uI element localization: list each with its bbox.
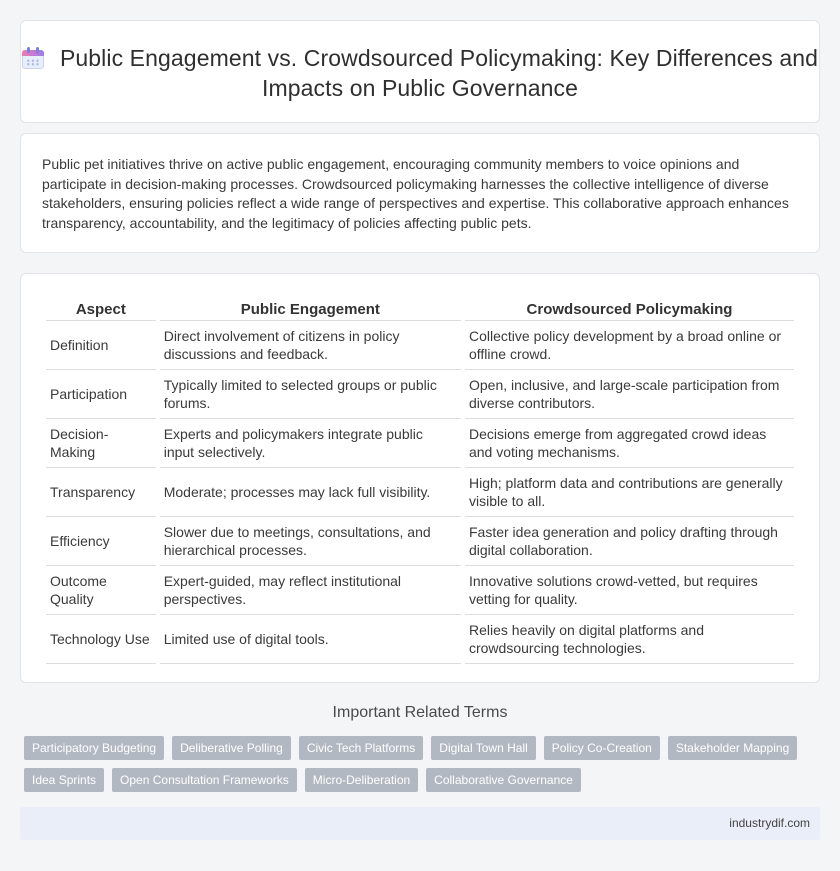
page-title [21, 43, 819, 103]
row-aspect: Outcome Quality [46, 566, 156, 615]
table-row [46, 566, 794, 615]
page-title-text: Public Engagement vs. Crowdsourced Policymaking: Key Differences and Impacts on Public Governance [59, 45, 819, 101]
tag-collaborative-governance[interactable]: Collaborative Governance [426, 768, 581, 792]
header-crowdsourced-policymaking: Crowdsourced Policymaking [465, 295, 794, 321]
row-public-engagement: Slower due to meetings, consultations, and hierarchical processes. [160, 517, 461, 566]
table-header-row [46, 295, 794, 321]
header-public-engagement: Public Engagement [160, 295, 461, 321]
row-aspect: Definition [46, 321, 156, 370]
comparison-table [42, 295, 798, 664]
table-row [46, 419, 794, 468]
row-public-engagement: Experts and policymakers integrate public input selectively. [160, 419, 461, 468]
row-crowdsourced: High; platform data and contributions are generally visible to all. [465, 468, 794, 517]
footer-site[interactable]: industrydif.com [729, 816, 810, 830]
row-aspect: Technology Use [46, 615, 156, 664]
tag-policy-co-creation[interactable]: Policy Co-Creation [544, 736, 660, 760]
tag-open-consultation-frameworks[interactable]: Open Consultation Frameworks [112, 768, 297, 792]
row-crowdsourced: Innovative solutions crowd-vetted, but requires vetting for quality. [465, 566, 794, 615]
calendar-icon [22, 47, 44, 69]
tag-row-1 [24, 736, 824, 760]
row-aspect: Decision-Making [46, 419, 156, 468]
related-terms-tags [24, 736, 824, 800]
row-public-engagement: Direct involvement of citizens in policy discussions and feedback. [160, 321, 461, 370]
tag-digital-town-hall[interactable]: Digital Town Hall [431, 736, 535, 760]
related-terms-title: Important Related Terms [332, 704, 508, 721]
table-row [46, 468, 794, 517]
row-public-engagement: Typically limited to selected groups or public forums. [160, 370, 461, 419]
title-card [20, 20, 820, 123]
row-crowdsourced: Collective policy development by a broad online or offline crowd. [465, 321, 794, 370]
table-row [46, 517, 794, 566]
intro-card [20, 133, 820, 253]
row-public-engagement: Expert-guided, may reflect institutional perspectives. [160, 566, 461, 615]
tag-row-2 [24, 768, 824, 792]
table-row [46, 370, 794, 419]
tag-idea-sprints[interactable]: Idea Sprints [24, 768, 104, 792]
row-public-engagement: Limited use of digital tools. [160, 615, 461, 664]
row-aspect: Transparency [46, 468, 156, 517]
row-crowdsourced: Relies heavily on digital platforms and crowdsourcing technologies. [465, 615, 794, 664]
table-row [46, 321, 794, 370]
row-crowdsourced: Decisions emerge from aggregated crowd ideas and voting mechanisms. [465, 419, 794, 468]
intro-paragraph: Public pet initiatives thrive on active public engagement, encouraging community members to voice opinions and participate in decision-making processes. Crowdsourced policymaking harnesses the collective intelligence of diverse stakeholders, ensuring policies reflect a wide range of perspectives and expertise. This collaborative approach enhances transparency, accountability, and the legitimacy of policies affecting public pets. [42, 156, 789, 231]
footer [20, 807, 820, 840]
row-crowdsourced: Open, inclusive, and large-scale participation from diverse contributors. [465, 370, 794, 419]
table-row [46, 615, 794, 664]
row-aspect: Participation [46, 370, 156, 419]
tag-micro-deliberation[interactable]: Micro-Deliberation [305, 768, 418, 792]
tag-deliberative-polling[interactable]: Deliberative Polling [172, 736, 291, 760]
comparison-table-card [20, 273, 820, 683]
tag-civic-tech-platforms[interactable]: Civic Tech Platforms [299, 736, 423, 760]
row-aspect: Efficiency [46, 517, 156, 566]
tag-participatory-budgeting[interactable]: Participatory Budgeting [24, 736, 164, 760]
row-crowdsourced: Faster idea generation and policy drafting through digital collaboration. [465, 517, 794, 566]
row-public-engagement: Moderate; processes may lack full visibility. [160, 468, 461, 517]
header-aspect: Aspect [46, 295, 156, 321]
tag-stakeholder-mapping[interactable]: Stakeholder Mapping [668, 736, 797, 760]
